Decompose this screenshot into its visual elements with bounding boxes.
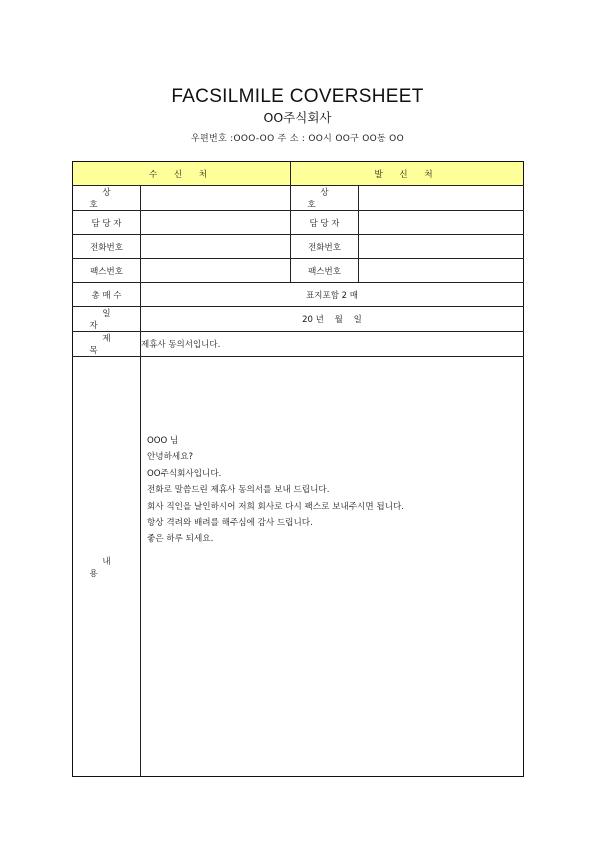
content-row [73, 357, 524, 777]
body-line: 회사 직인을 날인하시어 저희 회사로 다시 팩스로 보내주시면 됩니다. [147, 501, 405, 512]
content-label: 내 용 [73, 357, 141, 777]
date-row [73, 307, 524, 332]
date-value: 20 년 월 일 [141, 307, 524, 332]
sender-header: 발 신 처 [291, 162, 524, 186]
recipient-contact-value[interactable] [141, 211, 291, 235]
company-name: OO주식회사 [263, 110, 332, 125]
recipient-fax-value[interactable] [141, 259, 291, 283]
company-row [73, 186, 524, 211]
body-line: 좋은 하루 되세요. [147, 534, 214, 545]
document-title: FACSILMILE COVERSHEET [171, 86, 424, 107]
sender-phone-value[interactable] [359, 235, 524, 259]
subject-label: 제 목 [73, 332, 141, 357]
date-label: 일 자 [73, 307, 141, 332]
total-pages-row [73, 283, 524, 307]
sender-fax-value[interactable] [359, 259, 524, 283]
recipient-company-value[interactable] [141, 186, 291, 211]
address-line: 우편번호 :OOO-OO 주 소 : OO시 OO구 OO동 OO [191, 134, 404, 144]
contact-row [73, 211, 524, 235]
sender-company-value[interactable] [359, 186, 524, 211]
sender-contact-label: 담 당 자 [291, 211, 359, 235]
sender-company-label: 상 호 [291, 186, 359, 211]
content-body[interactable] [141, 357, 524, 777]
recipient-fax-label: 팩스번호 [73, 259, 141, 283]
sender-phone-label: 전화번호 [291, 235, 359, 259]
total-pages-value: 표지포함 2 매 [141, 283, 524, 307]
recipient-phone-value[interactable] [141, 235, 291, 259]
recipient-phone-label: 전화번호 [73, 235, 141, 259]
total-pages-label: 총 매 수 [73, 283, 141, 307]
sender-contact-value[interactable] [359, 211, 524, 235]
body-line: 안녕하세요? [147, 452, 194, 463]
body-line: 전화로 말씀드린 제휴사 동의서를 보내 드립니다. [147, 485, 330, 496]
sender-fax-label: 팩스번호 [291, 259, 359, 283]
subject-row [73, 332, 524, 357]
fax-row [73, 259, 524, 283]
recipient-company-label: 상 호 [73, 186, 141, 211]
recipient-header: 수 신 처 [73, 162, 291, 186]
body-line: OO주식회사입니다. [147, 468, 222, 479]
recipient-contact-label: 담 당 자 [73, 211, 141, 235]
phone-row [73, 235, 524, 259]
header-row [73, 162, 524, 186]
body-line: 항상 격려와 배려를 해주심에 감사 드립니다. [147, 518, 313, 529]
subject-value: 제휴사 동의서입니다. [141, 332, 524, 357]
body-line: OOO 님 [147, 436, 179, 446]
fax-cover-table [72, 161, 524, 777]
